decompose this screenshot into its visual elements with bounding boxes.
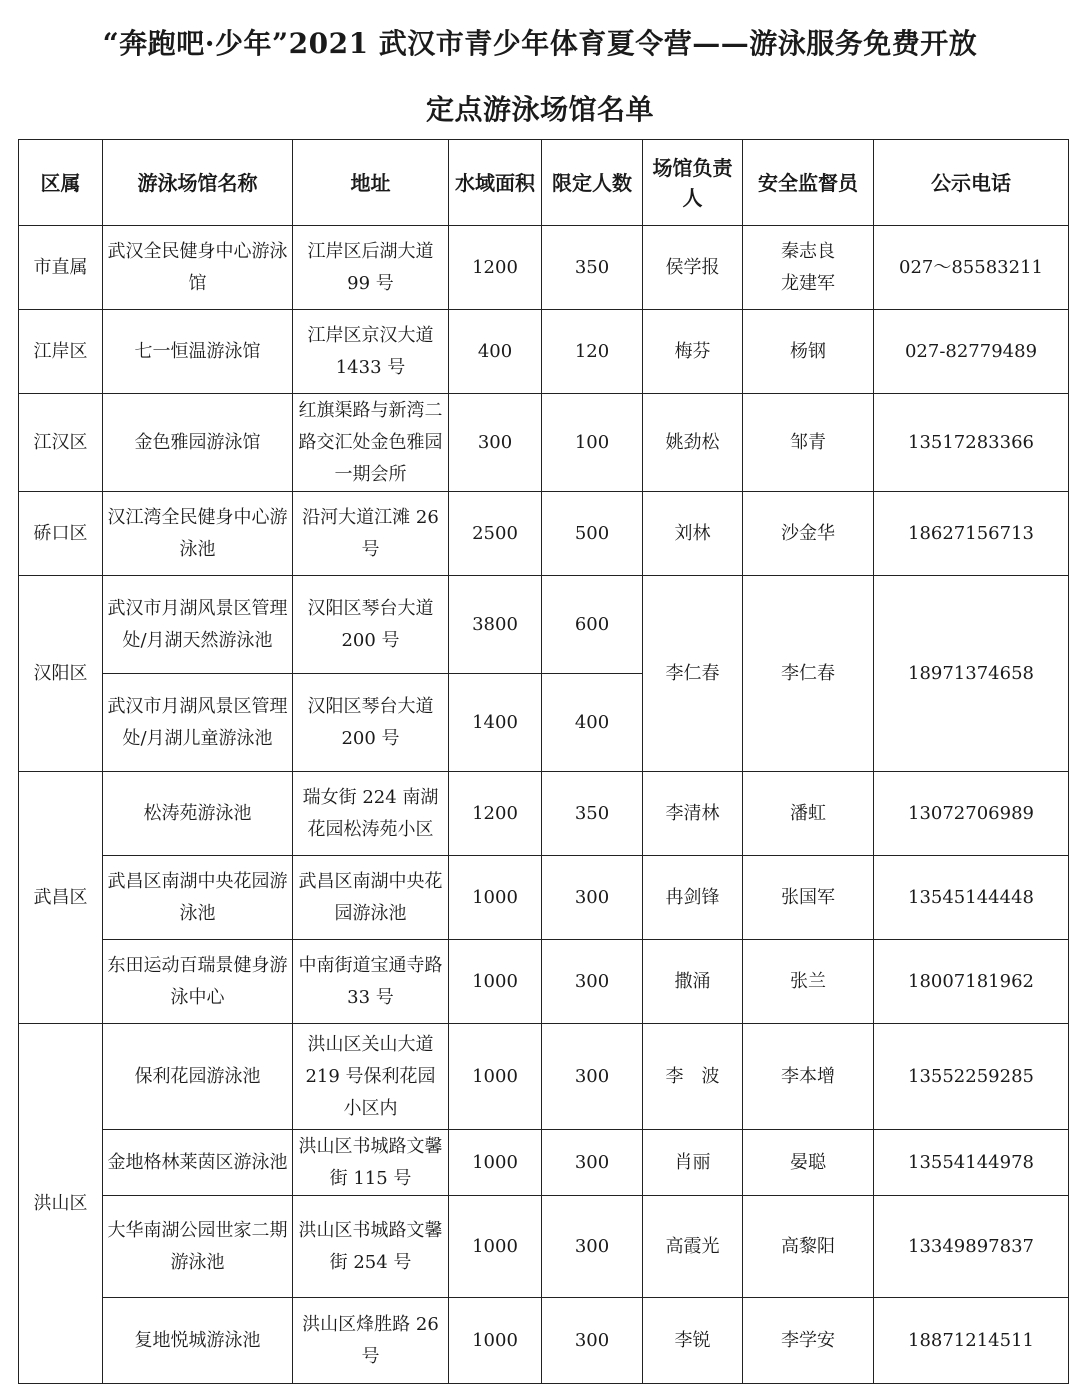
table-row xyxy=(19,576,1069,674)
cell-address: 江岸区京汉大道 1433 号 xyxy=(293,310,449,394)
cell-water-area: 1400 xyxy=(449,674,542,772)
cell-water-area: 1000 xyxy=(449,1298,542,1384)
cell-district: 汉阳区 xyxy=(19,576,103,772)
venue-table xyxy=(18,139,1069,1384)
document-subtitle: 定点游泳场馆名单 xyxy=(425,93,654,126)
cell-phone: 18007181962 xyxy=(874,940,1069,1024)
cell-venue-name: 金地格林莱茵区游泳池 xyxy=(103,1130,293,1196)
cell-district: 武昌区 xyxy=(19,772,103,1024)
cell-venue-name: 七一恒温游泳馆 xyxy=(103,310,293,394)
cell-venue-name: 汉江湾全民健身中心游泳池 xyxy=(103,492,293,576)
cell-phone: 027-82779489 xyxy=(874,310,1069,394)
cell-district: 江岸区 xyxy=(19,310,103,394)
header-capacity: 限定人数 xyxy=(542,140,643,226)
header-manager: 场馆负责人 xyxy=(643,140,743,226)
cell-phone: 13072706989 xyxy=(874,772,1069,856)
cell-venue-name: 武汉全民健身中心游泳馆 xyxy=(103,226,293,310)
cell-manager: 李 波 xyxy=(643,1024,743,1130)
cell-supervisor: 晏聪 xyxy=(743,1130,874,1196)
cell-venue-name: 大华南湖公园世家二期游泳池 xyxy=(103,1196,293,1298)
table-row xyxy=(19,1298,1069,1384)
cell-phone: 13552259285 xyxy=(874,1024,1069,1130)
header-water-area: 水域面积 xyxy=(449,140,542,226)
cell-manager: 侯学报 xyxy=(643,226,743,310)
table-row xyxy=(19,940,1069,1024)
cell-water-area: 3800 xyxy=(449,576,542,674)
cell-water-area: 300 xyxy=(449,394,542,492)
table-row xyxy=(19,772,1069,856)
cell-address: 江岸区后湖大道 99 号 xyxy=(293,226,449,310)
cell-phone: 18627156713 xyxy=(874,492,1069,576)
cell-supervisor: 潘虹 xyxy=(743,772,874,856)
cell-district: 江汉区 xyxy=(19,394,103,492)
cell-address: 瑞女街 224 南湖花园松涛苑小区 xyxy=(293,772,449,856)
cell-supervisor: 杨钢 xyxy=(743,310,874,394)
table-row xyxy=(19,226,1069,310)
cell-address: 洪山区书城路文馨街 115 号 xyxy=(293,1130,449,1196)
table-row xyxy=(19,310,1069,394)
cell-water-area: 1000 xyxy=(449,1024,542,1130)
cell-manager: 姚劲松 xyxy=(643,394,743,492)
cell-manager: 李仁春 xyxy=(643,576,743,772)
cell-capacity: 300 xyxy=(542,940,643,1024)
document-title: “奔跑吧·少年”2021 武汉市青少年体育夏令营——游泳服务免费开放 xyxy=(102,27,978,60)
cell-manager: 肖丽 xyxy=(643,1130,743,1196)
cell-supervisor: 李本增 xyxy=(743,1024,874,1130)
cell-supervisor: 高黎阳 xyxy=(743,1196,874,1298)
cell-manager: 梅芬 xyxy=(643,310,743,394)
cell-phone: 13517283366 xyxy=(874,394,1069,492)
cell-venue-name: 东田运动百瑞景健身游泳中心 xyxy=(103,940,293,1024)
header-address: 地址 xyxy=(293,140,449,226)
header-row xyxy=(19,140,1069,226)
cell-supervisor: 秦志良 龙建军 xyxy=(743,226,874,310)
cell-district: 硚口区 xyxy=(19,492,103,576)
cell-phone: 13545144448 xyxy=(874,856,1069,940)
cell-supervisor: 张国军 xyxy=(743,856,874,940)
cell-capacity: 350 xyxy=(542,772,643,856)
cell-capacity: 300 xyxy=(542,1196,643,1298)
cell-address: 中南街道宝通寺路 33 号 xyxy=(293,940,449,1024)
cell-supervisor: 邹青 xyxy=(743,394,874,492)
cell-district: 市直属 xyxy=(19,226,103,310)
cell-capacity: 120 xyxy=(542,310,643,394)
cell-address: 洪山区书城路文馨街 254 号 xyxy=(293,1196,449,1298)
cell-phone: 18971374658 xyxy=(874,576,1069,772)
cell-water-area: 2500 xyxy=(449,492,542,576)
cell-manager: 刘林 xyxy=(643,492,743,576)
cell-venue-name: 松涛苑游泳池 xyxy=(103,772,293,856)
table-row xyxy=(19,1024,1069,1130)
table-row xyxy=(19,856,1069,940)
cell-water-area: 1200 xyxy=(449,772,542,856)
table-row xyxy=(19,1130,1069,1196)
cell-water-area: 1000 xyxy=(449,1130,542,1196)
cell-capacity: 500 xyxy=(542,492,643,576)
cell-supervisor: 李仁春 xyxy=(743,576,874,772)
cell-capacity: 300 xyxy=(542,1130,643,1196)
cell-venue-name: 保利花园游泳池 xyxy=(103,1024,293,1130)
cell-capacity: 100 xyxy=(542,394,643,492)
header-supervisor: 安全监督员 xyxy=(743,140,874,226)
cell-manager: 李锐 xyxy=(643,1298,743,1384)
header-phone: 公示电话 xyxy=(874,140,1069,226)
cell-venue-name: 复地悦城游泳池 xyxy=(103,1298,293,1384)
cell-water-area: 1200 xyxy=(449,226,542,310)
cell-manager: 撒涌 xyxy=(643,940,743,1024)
header-venue-name: 游泳场馆名称 xyxy=(103,140,293,226)
cell-address: 红旗渠路与新湾二路交汇处金色雅园一期会所 xyxy=(293,394,449,492)
cell-supervisor: 张兰 xyxy=(743,940,874,1024)
cell-venue-name: 武汉市月湖风景区管理处/月湖天然游泳池 xyxy=(103,576,293,674)
cell-supervisor: 沙金华 xyxy=(743,492,874,576)
table-row xyxy=(19,492,1069,576)
cell-phone: 13349897837 xyxy=(874,1196,1069,1298)
cell-district: 洪山区 xyxy=(19,1024,103,1384)
header-district: 区属 xyxy=(19,140,103,226)
cell-address: 汉阳区琴台大道 200 号 xyxy=(293,576,449,674)
cell-capacity: 300 xyxy=(542,856,643,940)
cell-phone: 13554144978 xyxy=(874,1130,1069,1196)
cell-venue-name: 武汉市月湖风景区管理处/月湖儿童游泳池 xyxy=(103,674,293,772)
cell-manager: 冉剑锋 xyxy=(643,856,743,940)
cell-water-area: 1000 xyxy=(449,940,542,1024)
cell-address: 洪山区关山大道 219 号保利花园小区内 xyxy=(293,1024,449,1130)
cell-capacity: 350 xyxy=(542,226,643,310)
cell-address: 武昌区南湖中央花园游泳池 xyxy=(293,856,449,940)
cell-manager: 李清林 xyxy=(643,772,743,856)
cell-capacity: 600 xyxy=(542,576,643,674)
cell-venue-name: 金色雅园游泳馆 xyxy=(103,394,293,492)
cell-manager: 高霞光 xyxy=(643,1196,743,1298)
cell-address: 沿河大道江滩 26 号 xyxy=(293,492,449,576)
cell-address: 汉阳区琴台大道 200 号 xyxy=(293,674,449,772)
cell-venue-name: 武昌区南湖中央花园游泳池 xyxy=(103,856,293,940)
table-row xyxy=(19,1196,1069,1298)
cell-phone: 027～85583211 xyxy=(874,226,1069,310)
cell-capacity: 400 xyxy=(542,674,643,772)
cell-phone: 18871214511 xyxy=(874,1298,1069,1384)
cell-water-area: 1000 xyxy=(449,1196,542,1298)
cell-capacity: 300 xyxy=(542,1024,643,1130)
cell-address: 洪山区烽胜路 26 号 xyxy=(293,1298,449,1384)
table-row xyxy=(19,394,1069,492)
cell-supervisor: 李学安 xyxy=(743,1298,874,1384)
cell-water-area: 400 xyxy=(449,310,542,394)
cell-water-area: 1000 xyxy=(449,856,542,940)
cell-capacity: 300 xyxy=(542,1298,643,1384)
